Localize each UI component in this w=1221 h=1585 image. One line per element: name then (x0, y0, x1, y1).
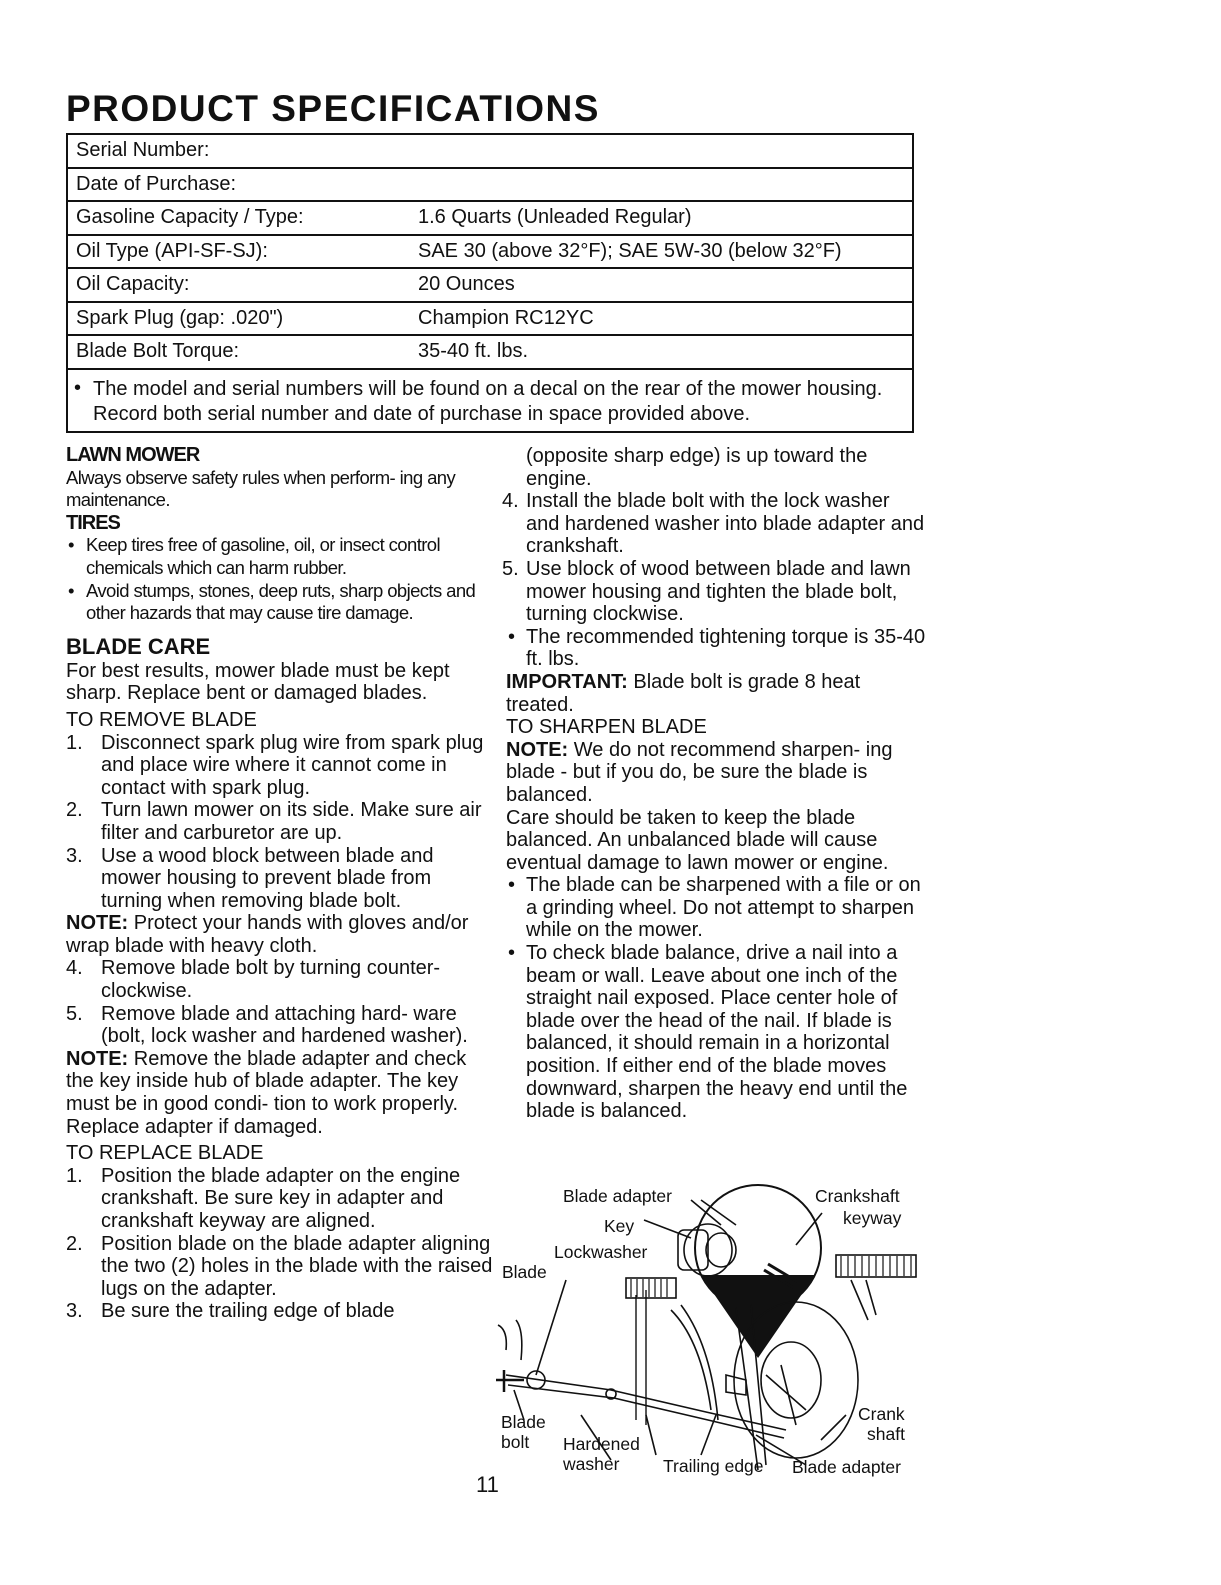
step-number: 5. (66, 1002, 83, 1025)
note-label: NOTE: (66, 1047, 129, 1070)
step-number: 3. (66, 1300, 83, 1323)
sharpen-blade-heading: TO SHARPEN BLADE (506, 716, 707, 739)
note-label: NOTE: (66, 912, 129, 935)
replace-step (502, 557, 926, 626)
spec-note-text: The model and serial numbers will be found on a decal on the rear of the mower housing. Record both serial number and date of purchase in space provided above. (93, 377, 883, 425)
spec-label: Serial Number: (76, 139, 210, 161)
important-note (506, 671, 926, 716)
remove-step (66, 1003, 496, 1048)
tires-heading: TIRES (66, 511, 120, 534)
label-bolt: bolt (501, 1432, 530, 1452)
torque-bullet (506, 626, 926, 671)
blade-care-text: For best results, mower blade must be kept sharp. Replace bent or damaged blades. (66, 659, 450, 705)
sharpen-bullet (506, 874, 926, 942)
bullet-icon: • (508, 942, 516, 965)
step-text: Position the blade adapter on the engine crankshaft. Be sure key in adapter and crankshaft keyway are aligned. (101, 1164, 461, 1232)
label-blade: Blade (502, 1262, 547, 1282)
left-column (66, 444, 496, 1323)
bullet-icon: • (68, 534, 74, 556)
spec-label: Date of Purchase: (76, 172, 237, 195)
right-column (502, 445, 926, 1123)
step-number: 4. (66, 957, 83, 980)
spec-row-gasoline (68, 202, 912, 236)
replace-step (66, 1165, 496, 1233)
note-protect-hands (66, 912, 496, 957)
spec-value: 35-40 ft. lbs. (418, 340, 529, 362)
replace-step (66, 1233, 496, 1301)
lawn-mower-heading: LAWN MOWER (66, 444, 200, 466)
step-number: 1. (66, 1164, 83, 1187)
lawn-mower-intro: Always observe safety rules when perform- ing any maintenance. (66, 466, 456, 511)
blade-care-heading: BLADE CARE (66, 633, 211, 659)
blade-assembly-diagram (496, 1180, 921, 1485)
spec-value: 20 Ounces (418, 273, 515, 295)
label-blade-adapter-bottom: Blade adapter (792, 1457, 901, 1477)
label-blade-adapter: Blade adapter (563, 1186, 672, 1206)
replace-blade-heading: TO REPLACE BLADE (66, 1142, 264, 1165)
spec-value: SAE 30 (above 32°F); SAE 5W-30 (below 32°F) (418, 239, 842, 262)
step-text: Position blade on the blade adapter aligning the two (2) holes in the blade with the raised lugs on the adapter. (101, 1232, 493, 1300)
remove-step (66, 957, 496, 1002)
spec-value: 1.6 Quarts (Unleaded Regular) (418, 206, 692, 228)
remove-blade-heading: TO REMOVE BLADE (66, 708, 257, 731)
note-label: NOTE: (506, 738, 569, 761)
specifications-table (66, 133, 914, 433)
replace-step (66, 1300, 496, 1323)
step-text: Turn lawn mower on its side. Make sure air filter and carburetor are up. (101, 799, 482, 844)
step-number: 1. (66, 731, 83, 754)
tires-bullet-text: Avoid stumps, stones, deep ruts, sharp objects and other hazards that may cause tire damage. (86, 579, 476, 624)
step-number: 3. (66, 844, 83, 867)
tires-bullet (66, 534, 496, 579)
sharpen-bullet-text: To check blade balance, drive a nail into a beam or wall. Leave about one inch of the straight nail exposed. Place center hole of blade over the head of the nail. If blade is balanced, it should remain in a horizontal position. If either end of the blade moves downward, sharpen the heavy end until the blade is balanced. (526, 942, 908, 1123)
step-text: Remove blade and attaching hard- ware (bolt, lock washer and hardened washer). (101, 1002, 468, 1048)
spec-label: Spark Plug (gap: .020") (76, 306, 284, 329)
step-text: Remove blade bolt by turning counter- clockwise. (101, 957, 441, 1003)
remove-step (66, 845, 496, 913)
continued-text: (opposite sharp edge) is up toward the engine. (526, 445, 868, 490)
spec-label: Oil Type (API-SF-SJ): (76, 239, 268, 262)
step-text: Install the blade bolt with the lock washer and hardened washer into blade adapter and crankshaft. (526, 490, 925, 558)
spec-row-oil-type (68, 236, 912, 270)
spec-row-serial-number (68, 135, 912, 169)
step-number: 5. (502, 557, 519, 580)
sharpen-bullet (506, 942, 926, 1123)
step-number: 4. (502, 490, 519, 513)
label-trailing-edge: Trailing edge (663, 1456, 764, 1476)
label-washer: washer (563, 1454, 620, 1474)
step-text: Use a wood block between blade and mower housing to prevent blade from turning when removing blade bolt. (101, 844, 434, 912)
tires-bullet-text: Keep tires free of gasoline, oil, or insect control chemicals which can harm rubber. (86, 534, 440, 578)
bullet-icon: • (508, 625, 516, 648)
spec-row-date-of-purchase (68, 169, 912, 203)
important-label: IMPORTANT: (506, 670, 628, 693)
step-text: Use block of wood between blade and lawn mower housing and tighten the blade bolt, turning clockwise. (526, 557, 911, 626)
spec-row-oil-capacity (68, 269, 912, 303)
bullet-icon: • (68, 579, 74, 601)
spec-label: Gasoline Capacity / Type: (76, 206, 304, 228)
step-text: Disconnect spark plug wire from spark plug and place wire where it cannot come in contact with spark plug. (101, 731, 484, 799)
remove-step (66, 799, 496, 844)
step-number: 2. (66, 1232, 83, 1255)
spec-label: Oil Capacity: (76, 273, 190, 295)
spec-label: Blade Bolt Torque: (76, 340, 240, 362)
label-blade-bolt: Blade (501, 1412, 546, 1432)
page-title: PRODUCT SPECIFICATIONS (66, 88, 600, 129)
label-keyway: keyway (843, 1208, 902, 1228)
important-text: Blade bolt is grade 8 heat treated. (506, 670, 861, 716)
label-crankshaft: Crankshaft (815, 1186, 900, 1206)
care-text: Care should be taken to keep the blade balanced. An unbalanced blade will cause eventual damage to lawn mower or engine. (506, 806, 889, 874)
spec-row-spark-plug (68, 303, 912, 337)
remove-step (66, 732, 496, 800)
label-lockwasher: Lockwasher (554, 1242, 648, 1262)
label-key: Key (604, 1216, 635, 1236)
sharpen-bullet-text: The blade can be sharpened with a file or on a grinding wheel. Do not attempt to sharpen while on the mower. (526, 874, 921, 942)
bullet-icon: • (508, 874, 516, 897)
step-number: 2. (66, 799, 83, 822)
bullet-icon: • (74, 376, 82, 399)
label-hardened: Hardened (563, 1434, 640, 1454)
step-text: Be sure the trailing edge of blade (101, 1300, 395, 1323)
page-number: 11 (476, 1472, 499, 1497)
note-blade-adapter (66, 1048, 496, 1138)
note-text: We do not recommend sharpen- ing blade - but if you do, be sure the blade is balanced. (506, 738, 893, 806)
note-sharpen (506, 739, 926, 807)
label-crank: Crank (858, 1404, 905, 1424)
replace-step (502, 490, 926, 558)
label-shaft: shaft (867, 1424, 905, 1444)
spec-note (68, 370, 912, 431)
spec-value: Champion RC12YC (418, 306, 594, 329)
note-text: Protect your hands with gloves and/or wrap blade with heavy cloth. (66, 912, 469, 957)
note-text: Remove the blade adapter and check the key inside hub of blade adapter. The key must be in good condi- tion to work properly. Replace adapter if damaged. (66, 1047, 467, 1138)
spec-row-blade-bolt-torque (68, 336, 912, 370)
torque-bullet-text: The recommended tightening torque is 35-40 ft. lbs. (526, 625, 926, 671)
tires-bullet (66, 580, 496, 625)
